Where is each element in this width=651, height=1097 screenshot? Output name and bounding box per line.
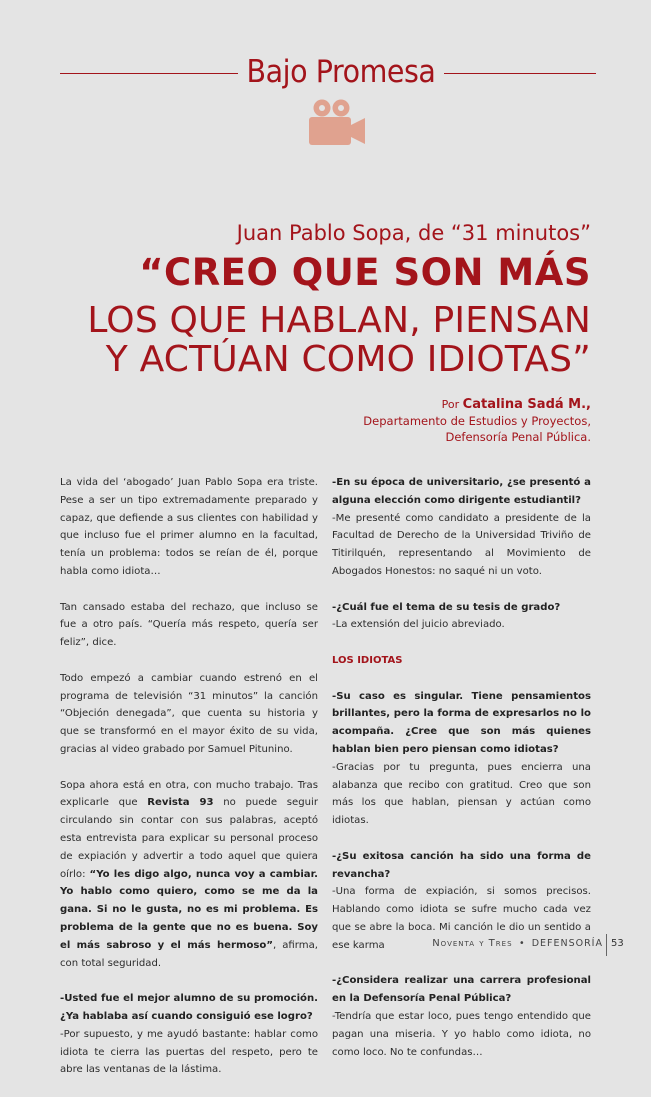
byline-prefix: Por (441, 398, 463, 411)
answer-1: -Por supuesto, y me ayudó bastante: hablar como idiota te cierra las puertas del respeto, pero te abre las ventanas de la lástima. (60, 1028, 318, 1076)
paragraph-intro: La vida del ‘abogado’ Juan Pablo Sopa era triste. Pese a ser un tipo extremadamente preparado y capaz, que defiende a sus clientes con habilidad y que incluso fue el primer alumno en la facultad, tenía un problema: todos se reían de él, porque habla como idiota… (60, 477, 318, 577)
article-subtitle: Juan Pablo Sopa, de “31 minutos” (236, 221, 591, 245)
question-5: -¿Su exitosa canción ha sido una forma de revancha? (332, 850, 591, 880)
author-department: Departamento de Estudios y Proyectos, (363, 414, 591, 428)
question-1: -Usted fue el mejor alumno de su promoción. ¿Ya hablaba así cuando consiguió ese logro? (60, 993, 318, 1022)
paragraph-interview-text-b: no puede seguir circulando sin contar con sus palabras, aceptó esta entrevista para explicar su personal proceso de expiación y advertir a todo aquel que quiera oírlo: (60, 797, 319, 880)
headline-line-3: Y ACTÚAN COMO IDIOTAS” (105, 339, 591, 380)
author-name: Catalina Sadá M., (462, 397, 591, 412)
footer-separator: • (519, 938, 526, 949)
answer-3: -La extensión del juicio abreviado. (332, 619, 505, 631)
pull-quote: “Yo les digo algo, nunca voy a cambiar. Yo hablo como quiero, como se me da la gana. Si no le gusta, no es mi problema. Es problema de la gente que no es buena. Soy el más sabroso y el más hermoso” (60, 868, 318, 951)
movie-camera-icon (305, 97, 367, 147)
headline-line-2: LOS QUE HABLAN, PIENSAN (87, 300, 591, 341)
byline (191, 396, 591, 445)
footer-organization: DEFENSORÍA (531, 938, 603, 949)
header-rule-right (444, 73, 596, 74)
section-header (0, 48, 651, 98)
footer-magazine: Noventa y Tres (432, 938, 513, 949)
answer-5: -Una forma de expiación, si somos precisos. Hablando como idiota se sufre mucho cada vez que se abre la boca. Mi canción le dio un sentido a ese karma (332, 886, 591, 951)
subsection-label: LOS IDIOTAS (332, 654, 403, 666)
question-2: -En su época de universitario, ¿se presentó a alguna elección como dirigente estudiantil? (332, 477, 591, 506)
author-organization: Defensoría Penal Pública. (445, 430, 591, 444)
question-4: -Su caso es singular. Tiene pensamientos brillantes, pero la forma de expresarlos no lo acompaña. ¿Cree que son más quienes hablan bien pero piensan como idiotas? (332, 690, 591, 755)
section-title: Bajo Promesa (246, 54, 436, 90)
paragraph-interview-text-c: , afirma, con total seguridad. (60, 939, 318, 969)
answer-2: -Me presenté como candidato a presidente de la Facultad de Derecho de la Universidad Triviño de Titirilquén, representando al Movimiento de Abogados Honestos: no saqué ni un voto. (332, 512, 591, 577)
answer-4: -Gracias por tu pregunta, pues encierra una alabanza que recibo con gratitud. Creo que son más los que hablan, piensan y actúan como idiotas. (332, 761, 591, 827)
footer-divider (606, 934, 607, 956)
question-3: -¿Cuál fue el tema de su tesis de grado? (332, 601, 561, 613)
footer-credits (432, 938, 603, 949)
answer-6: -Tendría que estar loco, pues tengo entendido que pagan una miseria. Y yo hablo como idiota, no como loco. No te confundas… (332, 1010, 591, 1058)
magazine-name: Revista 93 (147, 797, 214, 809)
right-column (332, 474, 591, 1079)
question-6: -¿Considera realizar una carrera profesional en la Defensoría Penal Pública? (332, 975, 591, 1005)
page-footer (0, 934, 651, 964)
page-number: 53 (611, 938, 624, 949)
paragraph-song: Todo empezó a cambiar cuando estrenó en el programa de televisión “31 minutos” la canción “Objeción denegada”, que cuenta su historia y que se transformó en el mayor éxito de su vida, gracias al video grabado por Samuel Pitunino. (60, 672, 318, 755)
paragraph-interview-text-a: Sopa ahora está en otra, con mucho trabajo. Tras explicarle que (60, 779, 318, 809)
left-column (60, 474, 318, 1097)
header-rule-left (60, 73, 238, 74)
headline-line-1: “CREO QUE SON MÁS (139, 251, 591, 294)
paragraph-rejection: Tan cansado estaba del rechazo, que incluso se fue a otro país. “Quería más respeto, quería ser feliz”, dice. (60, 601, 318, 649)
